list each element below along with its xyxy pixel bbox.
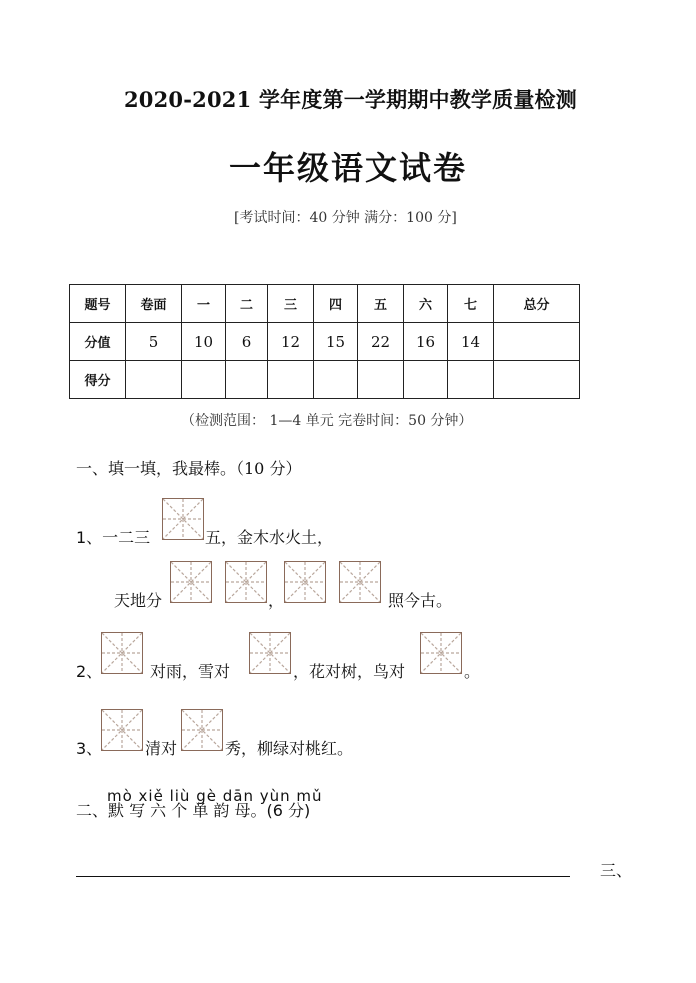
tianzige-box[interactable] [181,709,223,751]
scope-note: （检测范围： 1—4 单元 完卷时间：50 分钟） [181,413,473,429]
row-header: 得分 [70,361,126,399]
paper-title: 一年级语文试卷 [228,149,467,187]
tianzige-box[interactable] [284,561,326,603]
section3-label: 三、 [600,861,633,880]
points-cell: 15 [314,323,358,361]
tianzige-box[interactable] [101,709,143,751]
col-header: 总分 [494,285,580,323]
tianzige-box[interactable] [420,632,462,674]
tianzige-grid [163,499,203,539]
row-header: 分值 [70,323,126,361]
q2-part2: ，花对树，鸟对 [293,662,406,681]
tianzige-grid [102,633,142,673]
earned-cell[interactable] [182,361,226,399]
exam-title: 2020-2021 学年度第一学期期中教学质量检测 [124,87,577,112]
q1-line1-suffix: 五，金木水火土， [205,528,334,547]
points-cell: 6 [226,323,268,361]
points-cell: 5 [126,323,182,361]
section2-title: 二、默 写 六 个 单 韵 母。(6 分) [76,801,311,820]
tianzige-box[interactable] [170,561,212,603]
tianzige-box[interactable] [225,561,267,603]
score-table-earned-row [70,361,580,399]
points-cell [494,323,580,361]
section1-title: 一、填一填，我最棒。（10 分） [76,459,302,478]
q3-part2: 秀，柳绿对桃红。 [225,739,354,758]
col-header: 题号 [70,285,126,323]
answer-line[interactable] [76,876,570,877]
tianzige-grid [171,562,211,602]
tianzige-grid [102,710,142,750]
tianzige-box[interactable] [101,632,143,674]
tianzige-box[interactable] [249,632,291,674]
tianzige-grid [250,633,290,673]
tianzige-box[interactable] [339,561,381,603]
q2-prefix: 2、 [76,662,103,681]
earned-cell[interactable] [358,361,404,399]
q1-line2-suffix: 照今古。 [388,591,453,610]
col-header: 七 [448,285,494,323]
score-table-points-row [70,323,580,361]
tianzige-grid [226,562,266,602]
section2-pinyin: mò xiě liù gè dān yùn mǔ [107,787,323,805]
points-cell: 22 [358,323,404,361]
earned-cell[interactable] [226,361,268,399]
score-table-header-row [70,285,580,323]
col-header: 四 [314,285,358,323]
col-header: 一 [182,285,226,323]
earned-cell[interactable] [448,361,494,399]
q2-part1: 对雨，雪对 [150,662,231,681]
col-header: 六 [404,285,448,323]
tianzige-grid [285,562,325,602]
q3-part1: 清对 [145,739,178,758]
q2-end: 。 [464,662,481,681]
col-header: 五 [358,285,404,323]
points-cell: 12 [268,323,314,361]
points-cell: 14 [448,323,494,361]
q3-prefix: 3、 [76,739,103,758]
tianzige-grid [182,710,222,750]
earned-cell[interactable] [268,361,314,399]
points-cell: 16 [404,323,448,361]
tianzige-box[interactable] [162,498,204,540]
earned-cell[interactable] [494,361,580,399]
q1-line2-prefix: 天地分 [114,591,163,610]
q1-line1-prefix: 1、一二三 [76,528,151,547]
q1-line2-comma: ， [268,591,285,610]
col-header: 卷面 [126,285,182,323]
earned-cell[interactable] [404,361,448,399]
exam-info: [考试时间：40 分钟 满分：100 分] [234,210,457,226]
points-cell: 10 [182,323,226,361]
earned-cell[interactable] [314,361,358,399]
tianzige-grid [421,633,461,673]
earned-cell[interactable] [126,361,182,399]
col-header: 二 [226,285,268,323]
col-header: 三 [268,285,314,323]
tianzige-grid [340,562,380,602]
score-table [69,284,580,399]
